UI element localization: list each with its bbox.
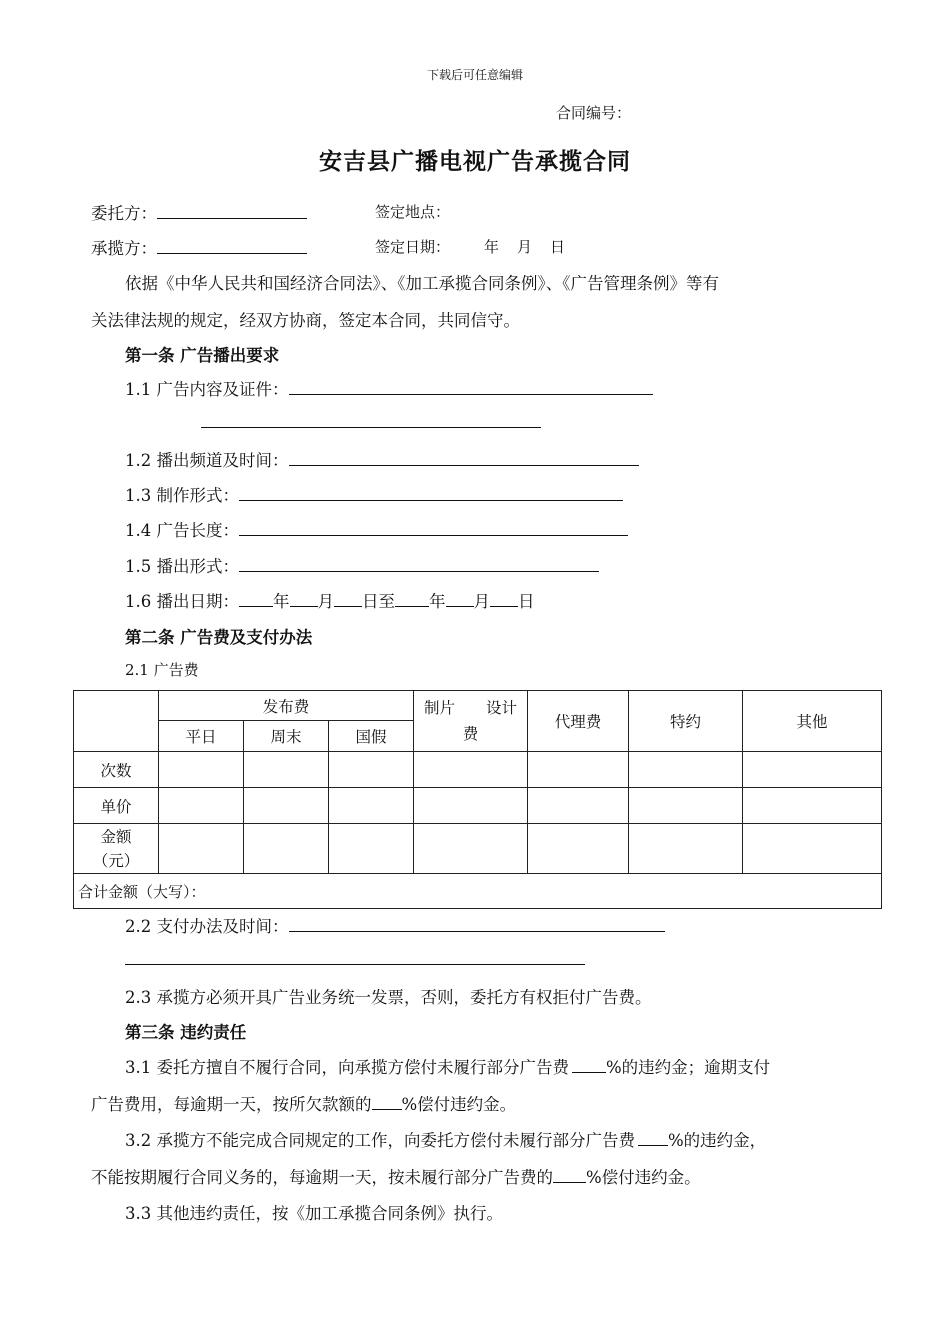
table-cell[interactable] — [743, 752, 882, 788]
client-blank[interactable] — [157, 202, 307, 219]
production-fee-header-line-1: 制片 设计 — [424, 699, 518, 717]
sign-date-day: 日 — [550, 238, 566, 256]
production-fee-header-line-2: 费 — [462, 725, 479, 743]
table-cell[interactable] — [329, 788, 414, 824]
item-3-1-text-c: 广告费用，每逾期一天，按所欠款额的 — [91, 1095, 372, 1114]
item-1-2 — [125, 447, 639, 471]
preamble-line-2: 关法律法规的规定，经双方协商，签定本合同，共同信守。 — [91, 311, 520, 330]
row-label-amount-line-2: （元） — [92, 851, 140, 870]
end-year-blank[interactable] — [395, 590, 429, 607]
ad-content-blank-2[interactable] — [201, 427, 541, 428]
day-to-text: 日至 — [362, 592, 395, 611]
item-3-2-text-a: 3.2 承揽方不能完成合同规定的工作，向委托方偿付未履行部分广告费 — [125, 1131, 635, 1150]
table-cell[interactable] — [629, 824, 743, 874]
table-cell[interactable] — [414, 788, 528, 824]
row-label-unit-price: 单价 — [74, 788, 159, 824]
penalty-rate-blank-3[interactable] — [638, 1129, 668, 1146]
table-cell[interactable] — [244, 824, 329, 874]
item-3-2-text-c: 不能按期履行合同义务的，每逾期一天，按未履行部分广告费的 — [91, 1168, 553, 1187]
table-cell[interactable] — [743, 788, 882, 824]
sign-date-label: 签定日期： — [375, 238, 451, 256]
item-2-2 — [125, 913, 665, 937]
start-month-blank[interactable] — [290, 590, 318, 607]
table-cell[interactable] — [414, 824, 528, 874]
broadcast-form-blank[interactable] — [239, 555, 599, 572]
payment-method-blank-2[interactable] — [125, 964, 585, 965]
item-3-1-text-d: %偿付违约金。 — [401, 1095, 517, 1114]
ad-content-blank[interactable] — [289, 378, 653, 395]
item-3-1-line-1 — [125, 1054, 770, 1078]
item-1-5 — [125, 553, 599, 577]
year-text: 年 — [273, 592, 290, 611]
header-note: 下载后可任意编辑 — [426, 68, 523, 82]
sign-date — [375, 236, 565, 257]
article-1-heading: 第一条 广告播出要求 — [125, 346, 280, 365]
item-3-3: 3.3 其他违约责任，按《加工承揽合同条例》执行。 — [125, 1204, 503, 1223]
table-cell[interactable] — [329, 824, 414, 874]
holiday-header: 国假 — [329, 721, 414, 752]
row-label-times: 次数 — [74, 752, 159, 788]
agency-fee-header: 代理费 — [528, 691, 629, 752]
item-1-3 — [125, 482, 623, 506]
end-day-blank[interactable] — [490, 590, 518, 607]
item-1-6-label: 1.6 播出日期： — [125, 592, 239, 611]
end-month-blank[interactable] — [446, 590, 474, 607]
article-2-heading: 第二条 广告费及支付办法 — [125, 628, 313, 647]
weekday-header: 平日 — [159, 721, 244, 752]
item-1-4-label: 1.4 广告长度： — [125, 521, 239, 540]
row-label-amount-line-1: 金额 — [100, 827, 132, 846]
sign-place-label: 签定地点： — [375, 203, 451, 221]
item-1-4 — [125, 517, 628, 541]
other-header: 其他 — [743, 691, 882, 752]
item-1-6 — [125, 588, 535, 612]
month-text: 月 — [317, 592, 334, 611]
item-2-2-label: 2.2 支付办法及时间： — [125, 917, 289, 936]
contractor-label: 承揽方： — [91, 239, 157, 258]
total-amount-row[interactable]: 合计金额（大写）： — [74, 874, 882, 909]
table-cell[interactable] — [629, 788, 743, 824]
production-form-blank[interactable] — [239, 484, 623, 501]
table-row — [74, 824, 882, 874]
table-cell[interactable] — [159, 752, 244, 788]
table-cell[interactable] — [159, 788, 244, 824]
client-label: 委托方： — [91, 204, 157, 223]
sign-date-year: 年 — [484, 238, 500, 256]
table-cell[interactable] — [244, 752, 329, 788]
item-3-2-text-b: %的违约金， — [668, 1131, 767, 1150]
sponsorship-header: 特约 — [629, 691, 743, 752]
article-3-heading: 第三条 违约责任 — [125, 1023, 247, 1042]
contract-number-label: 合同编号： — [556, 104, 632, 122]
ad-fee-table — [73, 690, 882, 909]
item-1-1 — [125, 376, 653, 400]
table-cell[interactable] — [329, 752, 414, 788]
table-cell[interactable] — [528, 752, 629, 788]
table-cell[interactable] — [743, 824, 882, 874]
start-day-blank[interactable] — [334, 590, 362, 607]
item-3-1-text-a: 3.1 委托方擅自不履行合同，向承揽方偿付未履行部分广告费 — [125, 1058, 569, 1077]
table-cell[interactable] — [629, 752, 743, 788]
table-row — [74, 752, 882, 788]
year-text-2: 年 — [429, 592, 446, 611]
payment-method-blank[interactable] — [289, 915, 665, 932]
document-title: 安吉县广播电视广告承揽合同 — [319, 148, 631, 175]
table-row — [74, 788, 882, 824]
contractor-blank[interactable] — [157, 237, 307, 254]
item-1-2-label: 1.2 播出频道及时间： — [125, 451, 289, 470]
publish-fee-header: 发布费 — [159, 691, 414, 721]
table-cell[interactable] — [159, 824, 244, 874]
item-1-5-label: 1.5 播出形式： — [125, 557, 239, 576]
table-cell[interactable] — [528, 824, 629, 874]
channel-time-blank[interactable] — [289, 449, 639, 466]
penalty-rate-blank-1[interactable] — [572, 1056, 606, 1073]
row-label-amount — [74, 824, 159, 874]
ad-length-blank[interactable] — [239, 519, 628, 536]
item-3-2-line-1 — [125, 1127, 766, 1151]
day-text: 日 — [518, 592, 535, 611]
client-field — [91, 200, 307, 224]
penalty-rate-blank-2[interactable] — [372, 1093, 402, 1110]
penalty-rate-blank-4[interactable] — [553, 1166, 586, 1183]
table-cell[interactable] — [244, 788, 329, 824]
sign-date-month: 月 — [517, 238, 533, 256]
item-2-1: 2.1 广告费 — [125, 661, 199, 679]
item-1-1-label: 1.1 广告内容及证件： — [125, 380, 289, 399]
contractor-field — [91, 235, 307, 259]
table-corner-cell — [74, 691, 159, 752]
month-text-2: 月 — [473, 592, 490, 611]
item-3-1-line-2 — [91, 1091, 516, 1115]
item-2-3: 2.3 承揽方必须开具广告业务统一发票，否则，委托方有权拒付广告费。 — [125, 988, 652, 1007]
table-cell[interactable] — [414, 752, 528, 788]
production-fee-header — [414, 691, 528, 752]
preamble-line-1: 依据《中华人民共和国经济合同法》、《加工承揽合同条例》、《广告管理条例》等有 — [125, 274, 719, 293]
weekend-header: 周末 — [244, 721, 329, 752]
item-3-2-text-d: %偿付违约金。 — [586, 1168, 701, 1187]
item-1-3-label: 1.3 制作形式： — [125, 486, 239, 505]
table-cell[interactable] — [528, 788, 629, 824]
start-year-blank[interactable] — [239, 590, 273, 607]
item-3-1-text-b: %的违约金；逾期支付 — [606, 1058, 771, 1077]
item-3-2-line-2 — [91, 1164, 701, 1188]
